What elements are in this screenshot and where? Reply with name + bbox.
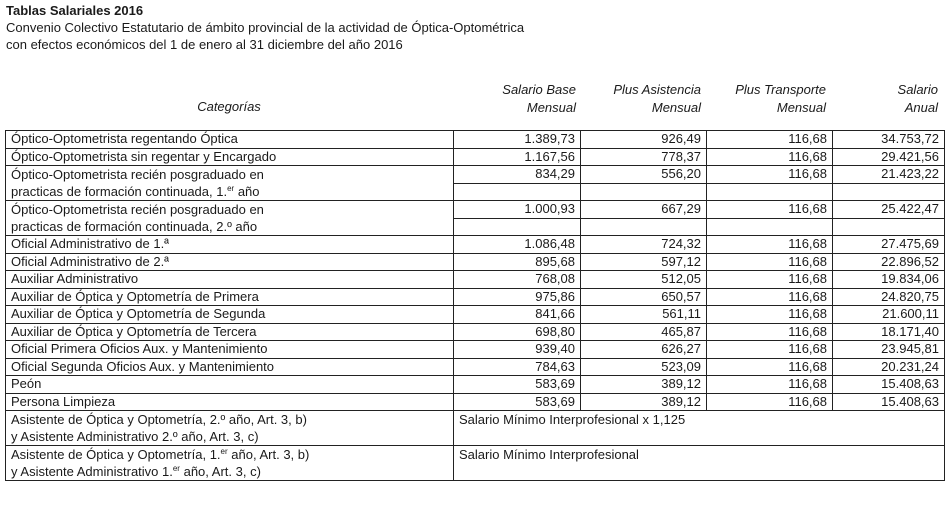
salary-table [5,130,945,481]
salario-base-cell: 1.086,48 [454,236,581,254]
salario-base-cell: 834,29 [454,166,581,184]
salario-base-cell: 583,69 [454,376,581,394]
category-line1: Asistente de Óptica y Optometría, 2.º año, Art. 3, b) [11,412,307,427]
salario-base-cell: 975,86 [454,288,581,306]
plus-transporte-cell: 116,68 [707,271,833,289]
plus-transporte-cell: 116,68 [707,131,833,149]
salario-base-cell: 1.389,73 [454,131,581,149]
table-row [6,131,945,149]
salario-anual-cell: 21.600,11 [833,306,945,324]
plus-transporte-cell: 116,68 [707,166,833,184]
category-line2 [11,463,448,480]
header-plus-transporte [708,81,826,117]
document-title: Tablas Salariales 2016 [6,3,144,18]
category-line1-text: Asistente de Óptica y Optometría, 1. [11,447,221,462]
plus-asistencia-cell: 389,12 [581,393,707,411]
ordinal-superscript: er [227,184,235,193]
category-line2-text: y Asistente Administrativo 1. [11,464,173,479]
salario-base-cell: 1.000,93 [454,201,581,219]
ordinal-superscript: er [220,447,228,456]
header-plus-asistencia [582,81,701,117]
plus-transporte-cell: 116,68 [707,288,833,306]
category-cell: Auxiliar de Óptica y Optometría de Segunda [6,306,454,324]
salario-anual-cell: 15.408,63 [833,376,945,394]
plus-asistencia-cell: 778,37 [581,148,707,166]
plus-transporte-cell: 116,68 [707,358,833,376]
salario-anual-cell: 21.423,22 [833,166,945,184]
table-row [6,306,945,324]
category-cell [6,201,454,236]
table-row [6,253,945,271]
plus-asistencia-cell: 556,20 [581,166,707,184]
plus-transporte-cell: 116,68 [707,323,833,341]
table-row [6,271,945,289]
header-salario-anual-line2: Anual [904,100,938,115]
category-line2: y Asistente Administrativo 2.º año, Art. 3, c) [11,429,259,444]
category-line2 [11,183,448,200]
header-categories: Categorías [197,99,261,114]
salary-note-cell: Salario Mínimo Interprofesional [454,446,945,481]
salario-anual-cell: 34.753,72 [833,131,945,149]
empty-cell [833,218,945,236]
salario-anual-cell: 29.421,56 [833,148,945,166]
salario-anual-cell: 25.422,47 [833,201,945,219]
salario-anual-cell: 19.834,06 [833,271,945,289]
table-row [6,236,945,254]
category-line1: Óptico-Optometrista recién posgraduado en [11,167,264,182]
table-row [6,288,945,306]
plus-transporte-cell: 116,68 [707,201,833,219]
salario-base-cell: 784,63 [454,358,581,376]
salario-base-cell: 698,80 [454,323,581,341]
category-cell: Oficial Segunda Oficios Aux. y Mantenimiento [6,358,454,376]
category-cell: Oficial Primera Oficios Aux. y Mantenimiento [6,341,454,359]
salary-note-cell: Salario Mínimo Interprofesional x 1,125 [454,411,945,446]
salario-anual-cell: 24.820,75 [833,288,945,306]
plus-transporte-cell: 116,68 [707,341,833,359]
table-row [6,323,945,341]
plus-asistencia-cell: 597,12 [581,253,707,271]
empty-cell [833,183,945,201]
salario-anual-cell: 27.475,69 [833,236,945,254]
plus-transporte-cell: 116,68 [707,376,833,394]
header-plus-asistencia-line1: Plus Asistencia [613,82,701,97]
table-row [6,358,945,376]
table-row [6,148,945,166]
salario-base-cell: 768,08 [454,271,581,289]
category-cell [6,446,454,481]
category-cell: Oficial Administrativo de 1.ª [6,236,454,254]
table-row [6,376,945,394]
header-salario-anual-line1: Salario [897,82,938,97]
salario-anual-cell: 18.171,40 [833,323,945,341]
category-line1 [11,446,448,463]
header-plus-asistencia-line2: Mensual [651,100,701,115]
header-plus-transporte-line1: Plus Transporte [735,82,826,97]
empty-cell [707,183,833,201]
empty-cell [581,183,707,201]
category-cell [6,166,454,201]
category-cell: Auxiliar de Óptica y Optometría de Primera [6,288,454,306]
category-cell: Óptico-Optometrista sin regentar y Encargado [6,148,454,166]
category-line1: Óptico-Optometrista recién posgraduado en [11,202,264,217]
plus-asistencia-cell: 523,09 [581,358,707,376]
plus-asistencia-cell: 465,87 [581,323,707,341]
category-line2: practicas de formación continuada, 2.º año [11,219,258,234]
header-salario-base-line1: Salario Base [502,82,576,97]
plus-asistencia-cell: 512,05 [581,271,707,289]
document-subtitle-line1: Convenio Colectivo Estatutario de ámbito provincial de la actividad de Óptica-Optométrica [6,20,525,35]
plus-asistencia-cell: 650,57 [581,288,707,306]
salario-base-cell: 895,68 [454,253,581,271]
header-salario-base-line2: Mensual [526,100,576,115]
table-row [6,201,945,219]
empty-cell [707,218,833,236]
category-cell: Oficial Administrativo de 2.ª [6,253,454,271]
category-cell: Auxiliar de Óptica y Optometría de Tercera [6,323,454,341]
table-row-special [6,411,945,446]
plus-asistencia-cell: 389,12 [581,376,707,394]
salario-base-cell: 939,40 [454,341,581,359]
plus-asistencia-cell: 667,29 [581,201,707,219]
salario-anual-cell: 22.896,52 [833,253,945,271]
salario-anual-cell: 15.408,63 [833,393,945,411]
category-line2-tail: año [234,184,260,199]
plus-asistencia-cell: 926,49 [581,131,707,149]
category-cell: Peón [6,376,454,394]
table-row-special [6,446,945,481]
plus-transporte-cell: 116,68 [707,148,833,166]
plus-asistencia-cell: 626,27 [581,341,707,359]
header-plus-transporte-line2: Mensual [776,100,826,115]
category-line2-tail: año, Art. 3, c) [179,464,261,479]
salario-base-cell: 1.167,56 [454,148,581,166]
salario-anual-cell: 23.945,81 [833,341,945,359]
ordinal-superscript: er [172,464,180,473]
plus-asistencia-cell: 724,32 [581,236,707,254]
category-cell: Óptico-Optometrista regentando Óptica [6,131,454,149]
header-salario-anual [834,81,938,117]
table-row [6,341,945,359]
table-row [6,166,945,184]
plus-transporte-cell: 116,68 [707,393,833,411]
document-subtitle-line2: con efectos económicos del 1 de enero al 31 diciembre del año 2016 [6,37,403,52]
empty-cell [581,218,707,236]
plus-transporte-cell: 116,68 [707,236,833,254]
category-cell [6,411,454,446]
empty-cell [454,218,581,236]
plus-asistencia-cell: 561,11 [581,306,707,324]
salario-base-cell: 583,69 [454,393,581,411]
category-line1-tail: año, Art. 3, b) [227,447,310,462]
table-row [6,393,945,411]
category-cell: Persona Limpieza [6,393,454,411]
category-line2-text: practicas de formación continuada, 1. [11,184,228,199]
plus-transporte-cell: 116,68 [707,306,833,324]
salario-anual-cell: 20.231,24 [833,358,945,376]
salario-base-cell: 841,66 [454,306,581,324]
category-cell: Auxiliar Administrativo [6,271,454,289]
plus-transporte-cell: 116,68 [707,253,833,271]
empty-cell [454,183,581,201]
header-salario-base [456,81,576,117]
